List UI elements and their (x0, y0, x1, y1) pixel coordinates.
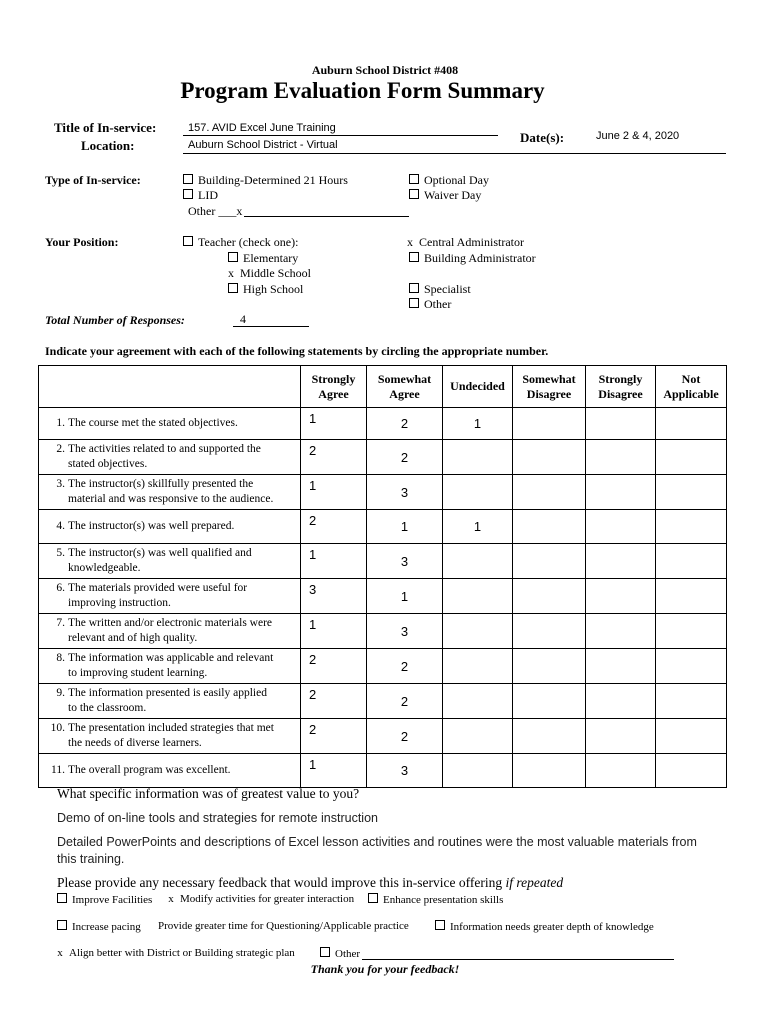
score-cell-na[interactable] (656, 754, 727, 788)
option-improve-facilities[interactable]: Improve Facilities (57, 893, 152, 906)
score-cell-sd[interactable] (586, 408, 656, 440)
score-cell-sa[interactable]: 1 (301, 544, 367, 579)
score-cell-sa[interactable]: 2 (301, 649, 367, 684)
checkbox-icon (320, 947, 330, 957)
score-cell-und[interactable] (443, 579, 513, 614)
table-row (39, 440, 727, 475)
statement-text-continued: the needs of diverse learners. (68, 737, 202, 749)
score-cell-sa[interactable]: 2 (301, 510, 367, 544)
score-cell-na[interactable] (656, 544, 727, 579)
location-value[interactable]: Auburn School District - Virtual (188, 139, 338, 151)
statement-number: 5. (56, 547, 65, 559)
value-answer-2[interactable]: Detailed PowerPoints and descriptions of Excel lesson activities and routines were the most valuable materials from this training. (57, 835, 697, 866)
score-cell-na[interactable] (656, 510, 727, 544)
title-value[interactable]: 157. AVID Excel June Training (188, 122, 336, 134)
score-cell-sd[interactable] (586, 754, 656, 788)
option-other-feedback[interactable]: Other (320, 947, 360, 960)
statement-cell (39, 579, 301, 614)
option-greater-depth[interactable]: Information needs greater depth of knowledge (435, 920, 654, 933)
checkbox-icon (409, 174, 419, 184)
dates-value[interactable]: June 2 & 4, 2020 (596, 130, 680, 142)
option-increase-pacing[interactable]: Increase pacing (57, 920, 141, 933)
table-row (39, 754, 727, 788)
statement-text: The presentation included strategies that met (68, 722, 274, 734)
statement-number: 2. (56, 443, 65, 455)
statement-text: The instructor(s) skillfully presented the (68, 478, 254, 490)
option-middle-school[interactable]: x Middle School (228, 266, 311, 280)
checkbox-icon (409, 283, 419, 293)
score-cell-und[interactable]: 1 (443, 408, 513, 440)
option-lid[interactable]: LID (183, 188, 218, 203)
score-cell-swd[interactable] (513, 754, 586, 788)
statement-text-continued: to the classroom. (68, 702, 147, 714)
table-row (39, 684, 727, 719)
header-strongly-agree: Strongly Agree (301, 366, 367, 408)
option-align-plan[interactable]: x Align better with District or Building strategic plan (55, 947, 295, 959)
statement-number: 10. (50, 722, 65, 734)
statement-text: The overall program was excellent. (68, 764, 231, 776)
district-name: Auburn School District #408 (311, 63, 459, 77)
score-cell-swa[interactable]: 3 (367, 614, 443, 649)
score-cell-swd[interactable] (513, 684, 586, 719)
position-label: Your Position: (45, 235, 119, 249)
statement-number: 6. (56, 582, 65, 594)
score-cell-swd[interactable] (513, 614, 586, 649)
score-cell-und[interactable] (443, 649, 513, 684)
central-admin-mark: x (407, 235, 413, 249)
table-row (39, 579, 727, 614)
statement-text-continued: to improving student learning. (68, 667, 208, 679)
statement-header (39, 366, 301, 408)
statement-cell (39, 510, 301, 544)
score-cell-swd[interactable] (513, 440, 586, 475)
statement-number: 3. (56, 478, 65, 490)
score-cell-sd[interactable] (586, 440, 656, 475)
option-building-determined[interactable]: Building-Determined 21 Hours (183, 173, 348, 188)
dates-label: Date(s): (520, 130, 565, 145)
location-underline (183, 153, 726, 154)
thank-you: Thank you for your feedback! (310, 962, 460, 976)
score-cell-sd[interactable] (586, 510, 656, 544)
other-type-underline (244, 216, 409, 217)
header-undecided: Undecided (443, 366, 513, 408)
checkbox-icon (183, 174, 193, 184)
statement-text-continued: material and was responsive to the audience. (68, 493, 274, 505)
statement-cell (39, 684, 301, 719)
statement-cell (39, 754, 301, 788)
score-cell-sa[interactable]: 1 (301, 475, 367, 510)
evaluation-table (38, 365, 727, 788)
checkbox-icon (57, 893, 67, 903)
checkbox-icon (435, 920, 445, 930)
instructions: Indicate your agreement with each of the following statements by circling the appropriate number. (45, 344, 549, 358)
score-cell-sd[interactable] (586, 649, 656, 684)
score-cell-swd[interactable] (513, 579, 586, 614)
header-somewhat-disagree: Somewhat Disagree (513, 366, 586, 408)
statement-number: 11. (51, 764, 65, 776)
option-high-school[interactable]: High School (228, 282, 303, 297)
score-cell-sd[interactable] (586, 684, 656, 719)
option-elementary[interactable]: Elementary (228, 251, 298, 266)
table-row (39, 719, 727, 754)
align-mark: x (57, 947, 63, 959)
option-more-time[interactable]: Provide greater time for Questioning/Applicable practice (158, 920, 409, 932)
score-cell-na[interactable] (656, 440, 727, 475)
table-row (39, 510, 727, 544)
checkbox-icon (57, 920, 67, 930)
score-cell-sa[interactable]: 3 (301, 579, 367, 614)
table-row (39, 408, 727, 440)
score-cell-und[interactable] (443, 475, 513, 510)
middle-school-mark: x (228, 266, 234, 280)
score-cell-na[interactable] (656, 408, 727, 440)
statement-cell (39, 649, 301, 684)
score-cell-swd[interactable] (513, 408, 586, 440)
score-cell-swa[interactable]: 2 (367, 408, 443, 440)
table-row (39, 649, 727, 684)
checkbox-icon (409, 252, 419, 262)
score-cell-sd[interactable] (586, 475, 656, 510)
statement-cell (39, 719, 301, 754)
option-building-admin[interactable]: Building Administrator (409, 251, 536, 266)
responses-value[interactable]: 4 (240, 312, 246, 326)
statement-text: The course met the stated objectives. (68, 417, 238, 429)
location-label: Location: (81, 138, 135, 153)
score-cell-swa[interactable]: 3 (367, 544, 443, 579)
option-teacher[interactable]: Teacher (check one): (183, 235, 298, 250)
checkbox-icon (228, 252, 238, 262)
score-cell-sd[interactable] (586, 614, 656, 649)
table-header-row (39, 366, 727, 408)
score-cell-swa[interactable]: 2 (367, 684, 443, 719)
feedback-note: if repeated (505, 875, 564, 890)
statement-number: 1. (56, 417, 65, 429)
statement-number: 9. (56, 687, 65, 699)
score-cell-na[interactable] (656, 719, 727, 754)
inservice-type-label: Type of In-service: (45, 173, 141, 187)
other-feedback-underline (362, 959, 674, 960)
statement-cell (39, 408, 301, 440)
statement-cell (39, 440, 301, 475)
score-cell-na[interactable] (656, 579, 727, 614)
responses-label: Total Number of Responses: (45, 313, 185, 327)
score-cell-sd[interactable] (586, 719, 656, 754)
score-cell-swa[interactable]: 1 (367, 579, 443, 614)
option-enhance-presentation[interactable]: Enhance presentation skills (368, 893, 503, 906)
score-cell-swa[interactable]: 1 (367, 510, 443, 544)
header-not-applicable: Not Applicable (656, 366, 727, 408)
statement-text: The information was applicable and relevant (68, 652, 274, 664)
score-cell-und[interactable] (443, 614, 513, 649)
score-cell-swa[interactable]: 3 (367, 754, 443, 788)
checkbox-icon (228, 283, 238, 293)
table-row (39, 614, 727, 649)
statement-text: The instructor(s) was well qualified and (68, 547, 252, 559)
statement-number: 8. (56, 652, 65, 664)
score-cell-sd[interactable] (586, 579, 656, 614)
header-somewhat-agree: Somewhat Agree (367, 366, 443, 408)
option-other-type[interactable]: Other ___x (188, 204, 243, 218)
statement-text-continued: relevant and of high quality. (68, 632, 198, 644)
option-waiver-day[interactable]: Waiver Day (409, 188, 481, 203)
statement-cell (39, 544, 301, 579)
score-cell-sa[interactable]: 1 (301, 754, 367, 788)
statement-cell (39, 614, 301, 649)
title-underline (183, 135, 498, 136)
value-question: What specific information was of greatest value to you? (57, 786, 360, 801)
score-cell-und[interactable] (443, 684, 513, 719)
statement-text-continued: knowledgeable. (68, 562, 141, 574)
statement-text-continued: improving instruction. (68, 597, 171, 609)
checkbox-icon (183, 189, 193, 199)
responses-underline (233, 326, 309, 327)
score-cell-na[interactable] (656, 649, 727, 684)
statement-cell (39, 475, 301, 510)
title-label: Title of In-service: (54, 120, 157, 135)
score-cell-sd[interactable] (586, 544, 656, 579)
score-cell-swa[interactable]: 3 (367, 475, 443, 510)
feedback-question: Please provide any necessary feedback that would improve this in-service offering if repeated (57, 875, 564, 890)
checkbox-icon (409, 189, 419, 199)
option-specialist[interactable]: Specialist (409, 282, 471, 297)
score-cell-sa[interactable]: 2 (301, 440, 367, 475)
score-cell-sa[interactable]: 2 (301, 684, 367, 719)
score-cell-sa[interactable]: 1 (301, 408, 367, 440)
checkbox-icon (409, 298, 419, 308)
score-cell-swa[interactable]: 2 (367, 719, 443, 754)
score-cell-na[interactable] (656, 475, 727, 510)
other-type-mark: x (236, 204, 243, 218)
score-cell-na[interactable] (656, 614, 727, 649)
statement-text: The instructor(s) was well prepared. (68, 520, 235, 532)
table-row (39, 475, 727, 510)
statement-text: The information presented is easily applied (68, 687, 267, 699)
score-cell-swd[interactable] (513, 475, 586, 510)
score-cell-und[interactable] (443, 440, 513, 475)
checkbox-icon (368, 893, 378, 903)
score-cell-sa[interactable]: 2 (301, 719, 367, 754)
statement-number: 7. (56, 617, 65, 629)
statement-text: The written and/or electronic materials were (68, 617, 273, 629)
checkbox-icon (183, 236, 193, 246)
statement-text: The materials provided were useful for (68, 582, 248, 594)
option-optional-day[interactable]: Optional Day (409, 173, 489, 188)
page-title: Program Evaluation Form Summary (180, 78, 545, 103)
value-answer-1[interactable]: Demo of on-line tools and strategies for remote instruction (57, 811, 378, 825)
table-row (39, 544, 727, 579)
score-cell-swa[interactable]: 2 (367, 649, 443, 684)
score-cell-sa[interactable]: 1 (301, 614, 367, 649)
score-cell-swd[interactable] (513, 510, 586, 544)
option-modify-activities[interactable]: x Modify activities for greater interaction (166, 893, 354, 905)
score-cell-swa[interactable]: 2 (367, 440, 443, 475)
score-cell-na[interactable] (656, 684, 727, 719)
option-other-position[interactable]: Other (409, 297, 451, 312)
statement-text: The activities related to and supported the (68, 443, 261, 455)
score-cell-und[interactable] (443, 719, 513, 754)
score-cell-swd[interactable] (513, 719, 586, 754)
score-cell-swd[interactable] (513, 544, 586, 579)
score-cell-swd[interactable] (513, 649, 586, 684)
statement-text-continued: stated objectives. (68, 458, 148, 470)
score-cell-und[interactable]: 1 (443, 510, 513, 544)
option-central-admin[interactable]: x Central Administrator (407, 235, 524, 249)
score-cell-und[interactable] (443, 754, 513, 788)
modify-mark: x (168, 893, 174, 905)
header-strongly-disagree: Strongly Disagree (586, 366, 656, 408)
statement-number: 4. (56, 520, 65, 532)
score-cell-und[interactable] (443, 544, 513, 579)
